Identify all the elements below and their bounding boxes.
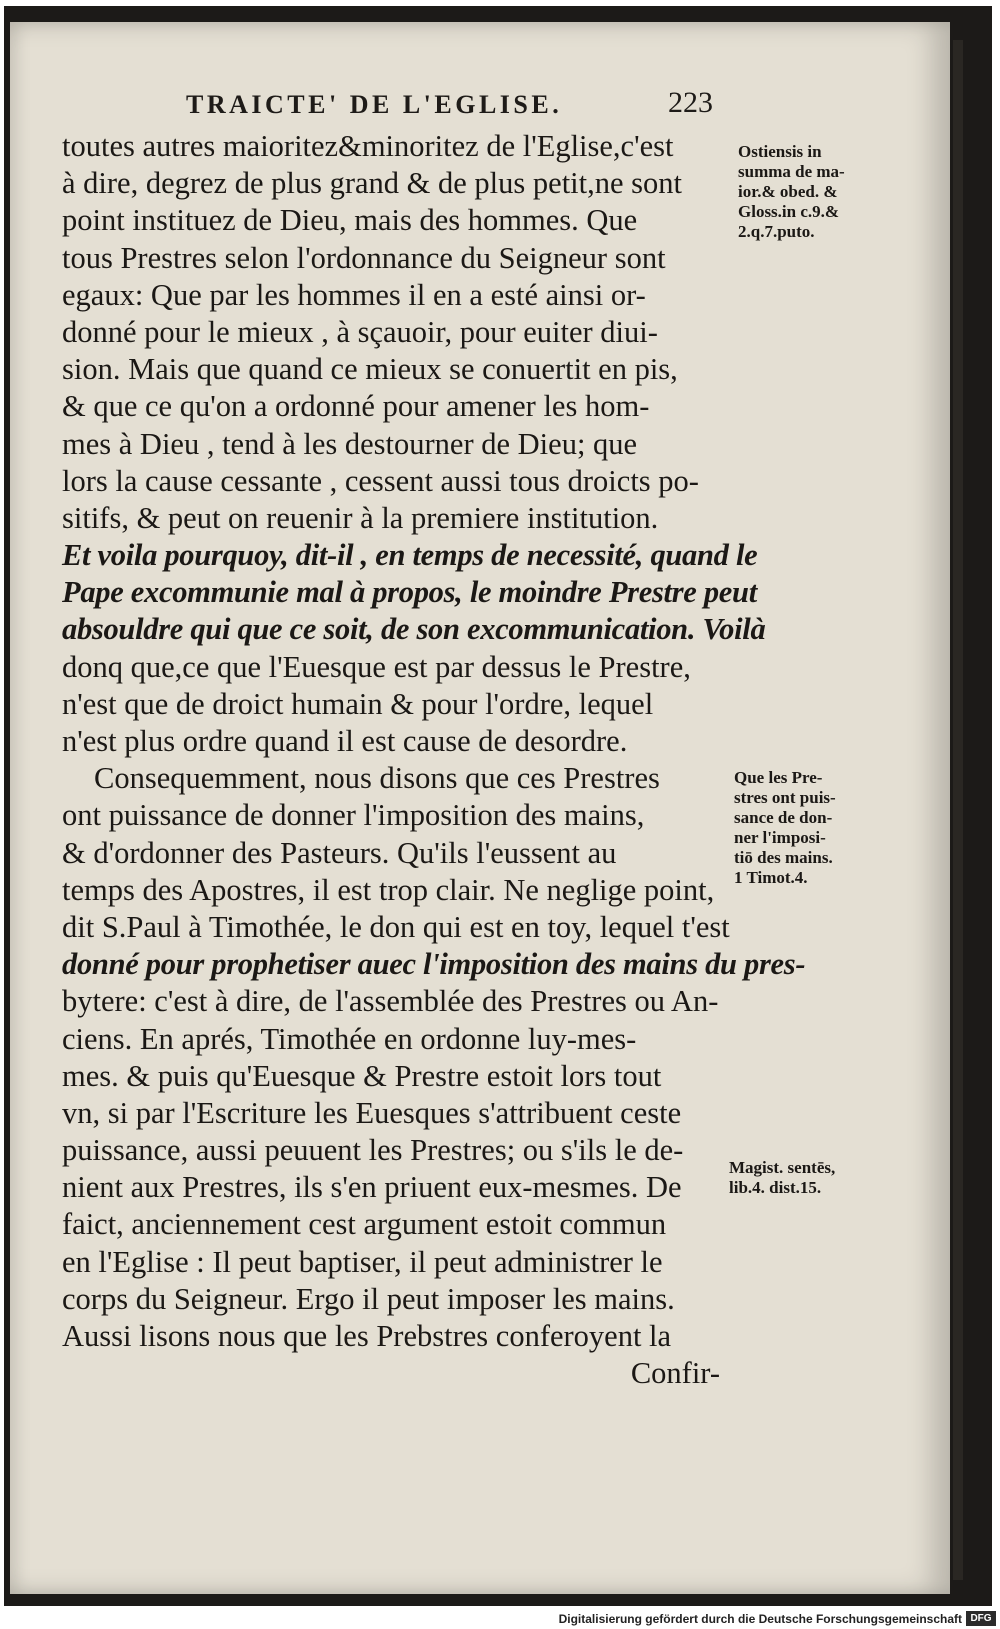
- text-line: en l'Eglise : Il peut baptiser, il peut administrer le: [62, 1244, 663, 1279]
- margin-line: Ostiensis in: [738, 142, 822, 161]
- text-line: vn, si par l'Escriture les Euesques s'attribuent ceste: [62, 1095, 682, 1130]
- margin-line: lib.4. dist.15.: [729, 1178, 822, 1197]
- digitization-credit: Digitalisierung gefördert durch die Deutsche Forschungsgemeinschaft: [558, 1612, 962, 1626]
- text-line: à dire, degrez de plus grand & de plus petit,ne sont: [62, 166, 682, 201]
- margin-line: 2.q.7.puto.: [738, 222, 815, 241]
- text-line: egaux: Que par les hommes il en a esté ainsi or-: [62, 277, 646, 312]
- italic-quote-line: Pape excommunie mal à propos, le moindre Prestre peut: [62, 575, 757, 610]
- italic-quote-line: Et voila pourquoy, dit-il , en temps de necessité, quand le: [62, 538, 758, 573]
- running-title: TRAICTE' DE L'EGLISE.: [186, 90, 563, 119]
- italic-quote-line: donné pour prophetiser auec l'imposition des mains du pres-: [62, 947, 806, 982]
- catchword: Confir-: [630, 1356, 720, 1391]
- dfg-logo: DFG: [966, 1611, 996, 1626]
- margin-note-prestres: [734, 768, 836, 888]
- text-line: toutes autres maioritez&minoritez de l'Eglise,c'est: [62, 129, 674, 163]
- text-line: & que ce qu'on a ordonné pour amener les hom-: [62, 389, 650, 424]
- text-line: donq que,ce que l'Euesque est par dessus le Prestre,: [62, 649, 691, 684]
- text-line: tous Prestres selon l'ordonnance du Seigneur sont: [62, 240, 666, 275]
- text-line: sitifs, & peut on reuenir à la premiere institution.: [62, 500, 659, 535]
- margin-line: summa de ma-: [738, 162, 845, 181]
- paragraph-start-line: Consequemment, nous disons que ces Prestres: [94, 761, 660, 796]
- text-line: n'est plus ordre quand il est cause de desordre.: [62, 724, 628, 758]
- text-line: lors la cause cessante , cessent aussi tous droicts po-: [62, 463, 699, 498]
- text-line: & d'ordonner des Pasteurs. Qu'ils l'eussent au: [62, 835, 617, 870]
- text-line: mes à Dieu , tend à les destourner de Dieu; que: [62, 426, 638, 461]
- margin-line: ior.& obed. &: [738, 182, 838, 201]
- text-line: faict, anciennement cest argument estoit commun: [62, 1207, 667, 1242]
- italic-quote-line: absouldre qui que ce soit, de son excommunication. Voilà: [62, 612, 766, 647]
- page-number: 223: [668, 86, 713, 119]
- margin-note-ostiensis: [738, 142, 845, 242]
- text-line: dit S.Paul à Timothée, le don qui est en toy, lequel t'est: [62, 909, 730, 944]
- text-line: sion. Mais que quand ce mieux se conuertit en pis,: [62, 352, 678, 387]
- text-line: donné pour le mieux , à sçauoir, pour euiter diui-: [62, 314, 658, 349]
- margin-line: 1 Timot.4.: [734, 868, 808, 887]
- text-line: temps des Apostres, il est trop clair. Ne neglige point,: [62, 872, 715, 907]
- text-line: mes. & puis qu'Euesque & Prestre estoit lors tout: [62, 1058, 662, 1093]
- page-edge: [953, 40, 963, 1580]
- text-line: point instituez de Dieu, mais des hommes. Que: [62, 203, 638, 238]
- text-line: ciens. En aprés, Timothée en ordonne luy-mes-: [62, 1021, 637, 1056]
- margin-line: tiō des mains.: [734, 848, 833, 867]
- margin-note-magist: [729, 1158, 835, 1198]
- text-line: bytere: c'est à dire, de l'assemblée des Prestres ou An-: [62, 984, 719, 1019]
- margin-line: Magist. sentēs,: [729, 1158, 836, 1177]
- text-line: n'est que de droict humain & pour l'ordre, lequel: [62, 686, 654, 721]
- text-line: ont puissance de donner l'imposition des mains,: [62, 798, 645, 833]
- text-line: Aussi lisons nous que les Prebstres conferoyent la: [62, 1319, 672, 1353]
- text-line: corps du Seigneur. Ergo il peut imposer les mains.: [62, 1281, 675, 1316]
- text-line: puissance, aussi peuuent les Prestres; ou s'ils le de-: [62, 1133, 684, 1168]
- margin-line: Que les Pre-: [734, 768, 823, 787]
- margin-line: stres ont puis-: [734, 788, 836, 807]
- margin-line: sance de don-: [734, 808, 833, 827]
- margin-line: Gloss.in c.9.&: [738, 202, 840, 221]
- margin-line: ner l'imposi-: [734, 828, 826, 847]
- text-line: nient aux Prestres, ils s'en priuent eux-mesmes. De: [62, 1170, 682, 1205]
